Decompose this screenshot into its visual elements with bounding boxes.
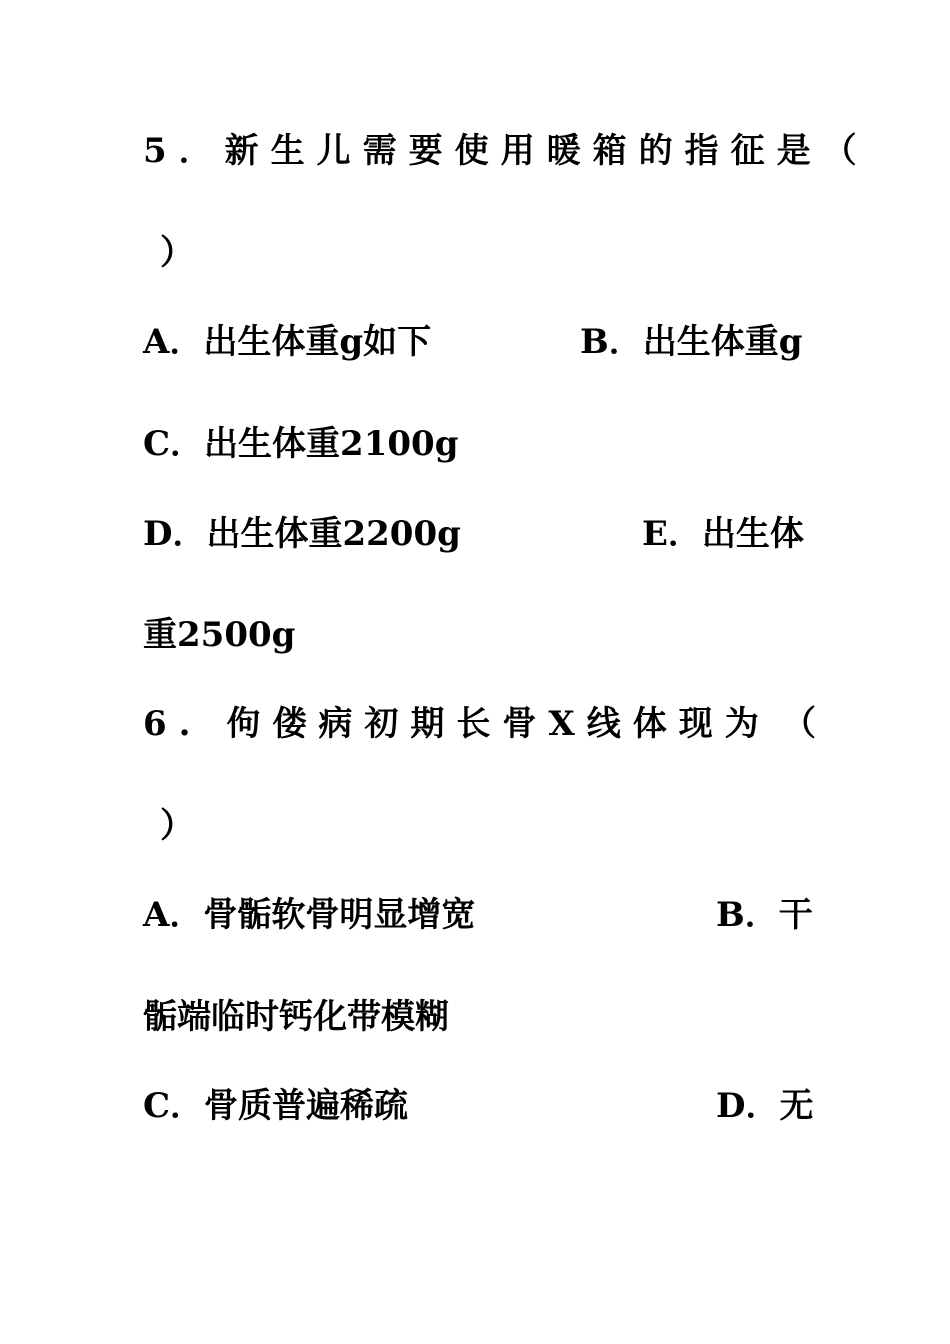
q6-option-a: A．骨骺软骨明显增宽 [143, 895, 476, 935]
q5-stem-line2: ） [160, 233, 194, 273]
q6-option-d: D．无 [716, 1086, 814, 1126]
q6-option-c: C．骨质普遍稀疏 [143, 1086, 409, 1126]
q6-stem-line2: ） [160, 806, 194, 846]
q5-stem-line1: 5．新生儿需要使用暖箱的指征是（ [143, 131, 869, 171]
q6-stem-line1: 6. 佝偻病初期长骨X线体现为 [143, 704, 771, 744]
q5-option-d: D．出生体重2200g [143, 514, 461, 554]
q6-stem-paren-open: （ [782, 704, 816, 744]
q5-option-c: C．出生体重2100g [143, 424, 459, 464]
q5-option-e-part2: 重2500g [143, 615, 296, 655]
q5-option-a: A．出生体重g如下 [143, 322, 432, 362]
q5-option-b: B．出生体重g [580, 322, 803, 362]
q6-option-b-part1: B．干 [716, 895, 813, 935]
q6-option-b-part2: 骺端临时钙化带模糊 [143, 997, 449, 1037]
q5-option-e-part1: E．出生体 [642, 514, 804, 554]
